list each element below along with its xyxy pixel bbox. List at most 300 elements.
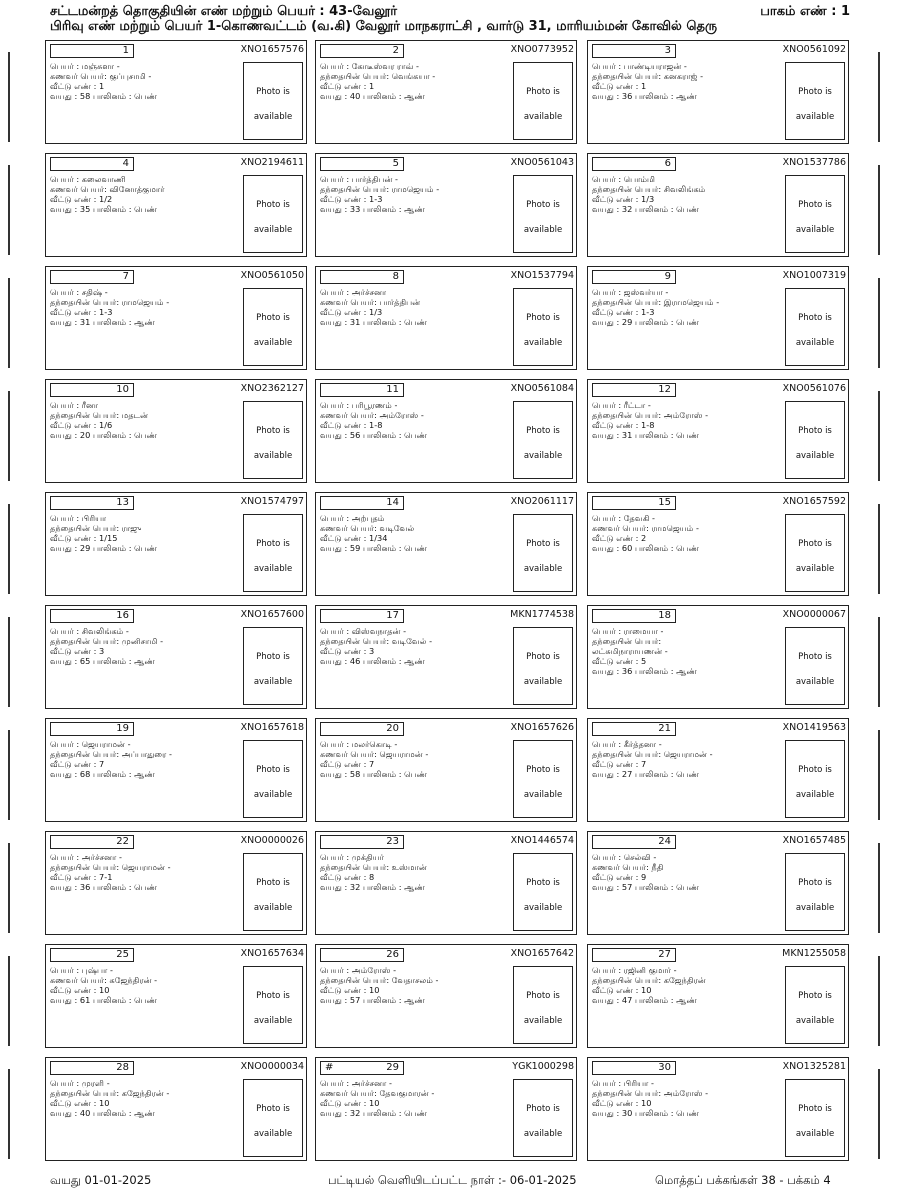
- epic-number: XNO1657485: [782, 835, 846, 846]
- voter-detail-line: தந்தையின் பெயர்: அம்ரோஸ் -: [592, 1088, 709, 1098]
- voter-card: [315, 831, 577, 935]
- page-footer: [0, 1173, 900, 1189]
- photo-label-line2: available: [523, 677, 563, 687]
- serial-number: 13: [116, 497, 129, 508]
- photo-label-line1: Photo is: [526, 426, 560, 436]
- epic-number: XNO1657592: [782, 496, 846, 507]
- voter-detail-line: கணவர் பெயர்: குப்புசாமி -: [50, 71, 152, 81]
- voter-detail-line: வயது : 32 பாலினம் : பெண்: [592, 204, 700, 214]
- voter-detail-line: தந்தையின் பெயர்: கஜேந்திரன் -: [50, 1088, 170, 1098]
- voter-detail-line: கணவர் பெயர்: தேவகுமாரன் -: [320, 1088, 435, 1098]
- voter-detail-line: வயது : 32 பாலினம் : ஆண்: [320, 882, 425, 892]
- serial-number: 25: [116, 949, 129, 960]
- voter-detail-line: வீட்டு எண் : 1-8: [320, 420, 383, 430]
- photo-label-line1: Photo is: [798, 313, 832, 323]
- epic-number: XNO1537786: [782, 157, 846, 168]
- photo-label-line2: available: [253, 677, 293, 687]
- voter-detail-line: வீட்டு எண் : 10: [320, 1098, 380, 1108]
- voter-detail-line: வயது : 58 பாலினம் : பெண்: [320, 769, 428, 779]
- voter-detail-line: பெயர் : பரிபூரணம் -: [320, 400, 398, 410]
- voter-detail-line: பெயர் : சிவலிங்கம் -: [50, 626, 129, 636]
- serial-number-box: [592, 1061, 676, 1075]
- voter-detail-line: வீட்டு எண் : 1/3: [592, 194, 655, 204]
- constituency-title: சட்டமன்றத் தொகுதியின் எண் மற்றும் பெயர் : 43-வேலூர்: [50, 4, 397, 19]
- voter-detail-line: வீட்டு எண் : 7: [592, 759, 647, 769]
- photo-label-line1: Photo is: [526, 878, 560, 888]
- voter-card: [45, 1057, 307, 1161]
- photo-label-line2: available: [523, 225, 563, 235]
- serial-number: 15: [658, 497, 671, 508]
- voter-detail-line: வீட்டு எண் : 1/2: [50, 194, 113, 204]
- margin-tick: [878, 617, 880, 707]
- photo-label-line2: available: [795, 338, 835, 348]
- voter-card: [45, 944, 307, 1048]
- serial-number-box: [50, 383, 134, 397]
- photo-label-line2: available: [523, 112, 563, 122]
- voter-detail-line: பெயர் : பிரியா -: [592, 1078, 654, 1088]
- voter-detail-line: வயது : 47 பாலினம் : ஆண்: [592, 995, 697, 1005]
- serial-number-box: [50, 609, 134, 623]
- margin-tick: [878, 1069, 880, 1159]
- photo-label-line2: available: [253, 1129, 293, 1139]
- page-header: [50, 4, 850, 34]
- voter-card: [315, 40, 577, 144]
- serial-number-box: [50, 722, 134, 736]
- voter-detail-line: கணவர் பெயர்: வடிவேல்: [320, 523, 415, 533]
- publication-date: பட்டியல் வெளியிடப்பட்ட நாள் :- 06-01-2025: [328, 1173, 577, 1187]
- voter-detail-line: கணவர் பெயர்: ராமஜெயம் -: [592, 523, 699, 533]
- voter-card: [587, 831, 849, 935]
- margin-tick: [8, 165, 10, 255]
- serial-number-box: [320, 948, 404, 962]
- photo-label-line2: available: [253, 564, 293, 574]
- serial-number-box: [592, 383, 676, 397]
- voter-detail-line: பெயர் : செல்வி -: [592, 852, 657, 862]
- voter-detail-line: பெயர் : அர்ச்சனா: [320, 287, 387, 297]
- epic-number: XNO0000026: [240, 835, 304, 846]
- serial-number-box: [592, 44, 676, 58]
- voter-detail-line: வீட்டு எண் : 10: [592, 1098, 652, 1108]
- voter-detail-line: பெயர் : ரீட்டா -: [592, 400, 651, 410]
- voter-detail-line: பெயர் : மஞ்சுளா -: [50, 61, 120, 71]
- photo-label-line2: available: [523, 1129, 563, 1139]
- serial-number-box: [592, 835, 676, 849]
- epic-number: XNO0561092: [782, 44, 846, 55]
- voter-detail-line: பெயர் : முரளி -: [50, 1078, 110, 1088]
- voter-detail-line: வீட்டு எண் : 10: [320, 985, 380, 995]
- serial-number: 28: [116, 1062, 129, 1073]
- voter-detail-line: வீட்டு எண் : 3: [50, 646, 105, 656]
- serial-number: 17: [386, 610, 399, 621]
- photo-label-line2: available: [253, 112, 293, 122]
- margin-tick: [878, 730, 880, 820]
- photo-label-line2: available: [795, 225, 835, 235]
- serial-number: 4: [122, 158, 129, 169]
- voter-detail-line: வீட்டு எண் : 1/34: [320, 533, 388, 543]
- voter-detail-line: பெயர் : அர்ச்சனா -: [320, 1078, 392, 1088]
- photo-label-line1: Photo is: [256, 87, 290, 97]
- voter-detail-line: தந்தையின் பெயர்: சிவலிங்கம்: [592, 184, 706, 194]
- photo-placeholder: [785, 966, 845, 1044]
- voter-detail-line: கணவர் பெயர்: அம்ரோஸ் -: [320, 410, 424, 420]
- serial-number-box: [50, 1061, 134, 1075]
- photo-placeholder: [243, 1079, 303, 1157]
- margin-tick: [8, 617, 10, 707]
- margin-tick: [878, 165, 880, 255]
- voter-detail-line: வீட்டு எண் : 1-3: [50, 307, 113, 317]
- serial-number-box: [50, 948, 134, 962]
- epic-number: XNO1419563: [782, 722, 846, 733]
- voter-card: [45, 153, 307, 257]
- epic-number: XNO1657642: [510, 948, 574, 959]
- serial-number-box: [50, 496, 134, 510]
- epic-number: XNO1325281: [782, 1061, 846, 1072]
- photo-label-line2: available: [795, 677, 835, 687]
- voter-card: [315, 153, 577, 257]
- photo-placeholder: [243, 288, 303, 366]
- voter-detail-line: வயது : 68 பாலினம் : ஆண்: [50, 769, 155, 779]
- serial-number: 7: [122, 271, 129, 282]
- photo-placeholder: [243, 966, 303, 1044]
- photo-label-line1: Photo is: [798, 878, 832, 888]
- voter-detail-line: கணவர் பெயர்: கஜேந்திரன் -: [50, 975, 158, 985]
- margin-tick: [878, 278, 880, 368]
- voter-detail-line: பெயர் : ராமையா -: [592, 626, 664, 636]
- serial-number: 12: [658, 384, 671, 395]
- serial-number: 30: [658, 1062, 671, 1073]
- page-count: மொத்தப் பக்கங்கள் 38 - பக்கம் 4: [655, 1173, 831, 1187]
- serial-number: 29: [386, 1062, 399, 1073]
- photo-label-line2: available: [253, 451, 293, 461]
- voter-detail-line: வீட்டு எண் : 8: [320, 872, 375, 882]
- voter-detail-line: பெயர் : கீர்த்தனா -: [592, 739, 662, 749]
- photo-label-line1: Photo is: [256, 991, 290, 1001]
- photo-label-line2: available: [795, 112, 835, 122]
- voter-detail-line: வயது : 31 பாலினம் : பெண்: [320, 317, 428, 327]
- serial-number-box: [592, 609, 676, 623]
- photo-placeholder: [243, 740, 303, 818]
- photo-placeholder: [513, 401, 573, 479]
- photo-label-line2: available: [795, 1129, 835, 1139]
- photo-placeholder: [243, 175, 303, 253]
- serial-number-box: [592, 496, 676, 510]
- voter-detail-line: தந்தையின் பெயர்: இராமஜெயம் -: [592, 297, 720, 307]
- serial-number: 6: [664, 158, 671, 169]
- epic-number: XNO1574797: [240, 496, 304, 507]
- serial-number-box: [50, 44, 134, 58]
- serial-number: 9: [664, 271, 671, 282]
- photo-label-line1: Photo is: [526, 991, 560, 1001]
- voter-detail-line: வயது : 61 பாலினம் : பெண்: [50, 995, 158, 1005]
- voter-detail-line: பெயர் : ஜஸ்வர்யா -: [592, 287, 669, 297]
- photo-placeholder: [513, 966, 573, 1044]
- photo-placeholder: [785, 401, 845, 479]
- voter-detail-line: வயது : 20 பாலினம் : பெண்: [50, 430, 158, 440]
- voter-detail-line: பெயர் : முக்தியர்: [320, 852, 385, 862]
- epic-number: XNO1657600: [240, 609, 304, 620]
- voter-detail-line: வீட்டு எண் : 1/3: [320, 307, 383, 317]
- photo-placeholder: [785, 62, 845, 140]
- photo-label-line1: Photo is: [798, 1104, 832, 1114]
- photo-label-line2: available: [795, 903, 835, 913]
- voter-detail-line: வீட்டு எண் : 1-8: [592, 420, 655, 430]
- epic-number: XNO1446574: [510, 835, 574, 846]
- voter-detail-line: வீட்டு எண் : 1: [50, 81, 105, 91]
- serial-number: 2: [392, 45, 399, 56]
- voter-card: [587, 944, 849, 1048]
- voter-detail-line: வயது : 29 பாலினம் : பெண்: [50, 543, 158, 553]
- voter-detail-line: தந்தையின் பெயர்: ஜெயராமன் -: [50, 862, 171, 872]
- voter-detail-line: வீட்டு எண் : 1/6: [50, 420, 113, 430]
- voter-card: [45, 379, 307, 483]
- photo-label-line1: Photo is: [798, 87, 832, 97]
- voter-detail-line: வயது : 29 பாலினம் : பெண்: [592, 317, 700, 327]
- photo-label-line2: available: [523, 338, 563, 348]
- voter-detail-line: வீட்டு எண் : 1-3: [592, 307, 655, 317]
- voter-detail-line: பெயர் : ஜெயராமன் -: [50, 739, 131, 749]
- voter-card: [315, 718, 577, 822]
- voter-detail-line: தந்தையின் பெயர்: ராஜு: [50, 523, 142, 533]
- margin-tick: [8, 278, 10, 368]
- serial-number-box: [592, 948, 676, 962]
- voter-card: [45, 40, 307, 144]
- voter-detail-line: வயது : 27 பாலினம் : பெண்: [592, 769, 700, 779]
- voter-card: [587, 266, 849, 370]
- voter-detail-line: பெயர் : புஷ்பா -: [50, 965, 113, 975]
- photo-placeholder: [243, 853, 303, 931]
- voter-card: [587, 153, 849, 257]
- photo-label-line2: available: [253, 225, 293, 235]
- voter-card: [315, 1057, 577, 1161]
- photo-label-line1: Photo is: [798, 765, 832, 775]
- margin-tick: [878, 391, 880, 481]
- voter-detail-line: பெயர் : பிரியா: [50, 513, 107, 523]
- voter-detail-line: கணவர் பெயர்: ஜெயராமன் -: [320, 749, 429, 759]
- margin-tick: [878, 52, 880, 142]
- photo-placeholder: [785, 288, 845, 366]
- photo-label-line1: Photo is: [526, 652, 560, 662]
- photo-placeholder: [785, 627, 845, 705]
- margin-tick: [8, 52, 10, 142]
- voter-detail-line: தந்தையின் பெயர்: அப்பாதுரை -: [50, 749, 172, 759]
- voter-card: [45, 492, 307, 596]
- serial-number-box: [50, 835, 134, 849]
- epic-number: XNO0000034: [240, 1061, 304, 1072]
- serial-number-box: [320, 496, 404, 510]
- voter-detail-line: கணவர் பெயர்: நீதி: [592, 862, 664, 872]
- serial-number: 5: [392, 158, 399, 169]
- voter-detail-line: பெயர் : கோடீஸ்வர ராவ் -: [320, 61, 419, 71]
- voter-detail-line: பெயர் : அற்புதம்: [320, 513, 385, 523]
- voter-detail-line: தந்தையின் பெயர்: கனகராஜ் -: [592, 71, 704, 81]
- photo-placeholder: [243, 62, 303, 140]
- photo-placeholder: [785, 853, 845, 931]
- serial-number-box: [50, 157, 134, 171]
- epic-number: XNO0561050: [240, 270, 304, 281]
- photo-label-line1: Photo is: [798, 539, 832, 549]
- voter-detail-line: வீட்டு எண் : 5: [592, 656, 647, 666]
- photo-label-line1: Photo is: [798, 652, 832, 662]
- photo-label-line1: Photo is: [256, 878, 290, 888]
- voter-detail-line: வயது : 30 பாலினம் : பெண்: [592, 1108, 700, 1118]
- photo-label-line2: available: [795, 1016, 835, 1026]
- epic-number: XNO0773952: [510, 44, 574, 55]
- serial-number-box: [592, 722, 676, 736]
- voter-detail-line: தந்தையின் பெயர்:: [592, 636, 662, 646]
- margin-tick: [8, 730, 10, 820]
- voter-detail-line: வயது : 35 பாலினம் : பெண்: [50, 204, 158, 214]
- serial-number: 1: [122, 45, 129, 56]
- voter-detail-line: தந்தையின் பெயர்: முனிசாமி -: [50, 636, 164, 646]
- voter-detail-line: தந்தையின் பெயர்: வெங்கயா -: [320, 71, 436, 81]
- photo-label-line1: Photo is: [256, 539, 290, 549]
- serial-number-box: [592, 157, 676, 171]
- voter-detail-line: பெயர் : ரீனா: [50, 400, 99, 410]
- voter-detail-line: தந்தையின் பெயர்: மதடன்: [50, 410, 149, 420]
- serial-number-box: [320, 835, 404, 849]
- voter-detail-line: தந்தையின் பெயர்: அம்ரோஸ் -: [592, 410, 709, 420]
- photo-label-line1: Photo is: [526, 1104, 560, 1114]
- voter-detail-line: வயது : 56 பாலினம் : பெண்: [320, 430, 428, 440]
- margin-tick: [8, 956, 10, 1046]
- voter-grid: [45, 40, 857, 1166]
- photo-label-line1: Photo is: [798, 991, 832, 1001]
- voter-detail-line: தந்தையின் பெயர்: கஜேந்திரன்: [592, 975, 706, 985]
- serial-number-box: [320, 270, 404, 284]
- voter-detail-line: வீட்டு எண் : 10: [592, 985, 652, 995]
- photo-label-line1: Photo is: [798, 200, 832, 210]
- photo-placeholder: [513, 175, 573, 253]
- voter-detail-line: பெயர் : விஸ்வநாதன் -: [320, 626, 407, 636]
- serial-number: 21: [658, 723, 671, 734]
- voter-detail-line: பெயர் : பார்த்திபன் -: [320, 174, 399, 184]
- serial-number: 23: [386, 836, 399, 847]
- serial-number-box: [320, 383, 404, 397]
- voter-detail-line: தந்தையின் பெயர்: ராமஜெயம் -: [320, 184, 440, 194]
- serial-number: 24: [658, 836, 671, 847]
- section-title: பிரிவு எண் மற்றும் பெயர் 1-கொணவட்டம் (வ.கி) வேலூர் மாநகராட்சி , வார்டு 31, மாரியம்மன் கோவில் தெரு: [50, 19, 718, 34]
- voter-card: [315, 492, 577, 596]
- serial-number-box: [320, 609, 404, 623]
- voter-detail-line: வீட்டு எண் : 7-1: [50, 872, 113, 882]
- photo-label-line1: Photo is: [256, 200, 290, 210]
- serial-number: 26: [386, 949, 399, 960]
- photo-placeholder: [513, 853, 573, 931]
- voter-detail-line: லட்சுமிநாராயணன் -: [592, 646, 668, 656]
- voter-detail-line: வீட்டு எண் : 7: [50, 759, 105, 769]
- voter-detail-line: தந்தையின் பெயர்: ராமஜெயம் -: [50, 297, 170, 307]
- voter-detail-line: வீட்டு எண் : 7: [320, 759, 375, 769]
- margin-tick: [8, 1069, 10, 1159]
- voter-detail-line: தந்தையின் பெயர்: வடிவேல் -: [320, 636, 433, 646]
- margin-tick: [8, 843, 10, 933]
- photo-label-line1: Photo is: [798, 426, 832, 436]
- voter-detail-line: வயது : 31 பாலினம் : பெண்: [592, 430, 700, 440]
- serial-number: 8: [392, 271, 399, 282]
- voter-detail-line: வீட்டு எண் : 3: [320, 646, 375, 656]
- photo-label-line2: available: [795, 790, 835, 800]
- serial-number: 11: [386, 384, 399, 395]
- serial-number: 18: [658, 610, 671, 621]
- photo-label-line2: available: [523, 903, 563, 913]
- epic-number: XNO1537794: [510, 270, 574, 281]
- photo-label-line2: available: [523, 790, 563, 800]
- serial-number: 16: [116, 610, 129, 621]
- voter-detail-line: பெயர் : ரஜினி குமார் -: [592, 965, 677, 975]
- serial-number-box: [320, 722, 404, 736]
- voter-detail-line: வீட்டு எண் : 10: [50, 1098, 110, 1108]
- voter-detail-line: வீட்டு எண் : 1/15: [50, 533, 118, 543]
- voter-detail-line: கணவர் பெயர்: பார்த்திபன்: [320, 297, 421, 307]
- epic-number: XNO2061117: [510, 496, 574, 507]
- voter-detail-line: பெயர் : அர்ச்சனா -: [50, 852, 122, 862]
- voter-detail-line: வீட்டு எண் : 2: [592, 533, 647, 543]
- epic-number: MKN1774538: [510, 609, 574, 620]
- epic-number: XNO1657634: [240, 948, 304, 959]
- epic-number: XNO1657576: [240, 44, 304, 55]
- photo-label-line1: Photo is: [256, 426, 290, 436]
- voter-detail-line: வயது : 65 பாலினம் : ஆண்: [50, 656, 155, 666]
- photo-label-line2: available: [795, 564, 835, 574]
- voter-card: [45, 266, 307, 370]
- voter-detail-line: பெயர் : அம்ரோஸ் -: [320, 965, 397, 975]
- epic-number: XNO0561084: [510, 383, 574, 394]
- voter-card: [587, 1057, 849, 1161]
- serial-number: 22: [116, 836, 129, 847]
- epic-number: XNO0000067: [782, 609, 846, 620]
- photo-label-line1: Photo is: [256, 652, 290, 662]
- voter-detail-line: பெயர் : தேவகி -: [592, 513, 655, 523]
- voter-detail-line: பெயர் : பாண்டியராஜன் -: [592, 61, 687, 71]
- part-number: பாகம் எண் : 1: [760, 4, 850, 19]
- margin-tick: [8, 391, 10, 481]
- photo-label-line2: available: [253, 903, 293, 913]
- photo-placeholder: [243, 514, 303, 592]
- serial-number: 10: [116, 384, 129, 395]
- voter-detail-line: தந்தையின் பெயர்: வேதாசலம் -: [320, 975, 439, 985]
- photo-placeholder: [513, 514, 573, 592]
- voter-detail-line: வயது : 59 பாலினம் : பெண்: [320, 543, 428, 553]
- serial-number: 20: [386, 723, 399, 734]
- margin-tick: [878, 956, 880, 1046]
- voter-detail-line: வயது : 40 பாலினம் : ஆண்: [320, 91, 425, 101]
- margin-tick: [878, 504, 880, 594]
- voter-card: [45, 718, 307, 822]
- voter-detail-line: வயது : 31 பாலினம் : ஆண்: [50, 317, 155, 327]
- epic-number: MKN1255058: [782, 948, 846, 959]
- photo-placeholder: [513, 627, 573, 705]
- photo-label-line2: available: [253, 1016, 293, 1026]
- photo-label-line1: Photo is: [256, 313, 290, 323]
- photo-label-line1: Photo is: [526, 313, 560, 323]
- epic-number: XNO2362127: [240, 383, 304, 394]
- photo-label-line1: Photo is: [526, 539, 560, 549]
- photo-label-line1: Photo is: [256, 765, 290, 775]
- photo-placeholder: [513, 288, 573, 366]
- photo-placeholder: [785, 175, 845, 253]
- margin-tick: [8, 504, 10, 594]
- voter-card: [315, 944, 577, 1048]
- photo-placeholder: [513, 1079, 573, 1157]
- epic-number: XNO1657626: [510, 722, 574, 733]
- epic-number: XNO1007319: [782, 270, 846, 281]
- voter-detail-line: பெயர் : பொம்மி: [592, 174, 656, 184]
- voter-detail-line: வயது : 57 பாலினம் : ஆண்: [320, 995, 425, 1005]
- serial-number-box: [320, 157, 404, 171]
- voter-detail-line: வயது : 36 பாலினம் : ஆண்: [592, 666, 697, 676]
- voter-card: [315, 379, 577, 483]
- voter-detail-line: வீட்டு எண் : 1: [320, 81, 375, 91]
